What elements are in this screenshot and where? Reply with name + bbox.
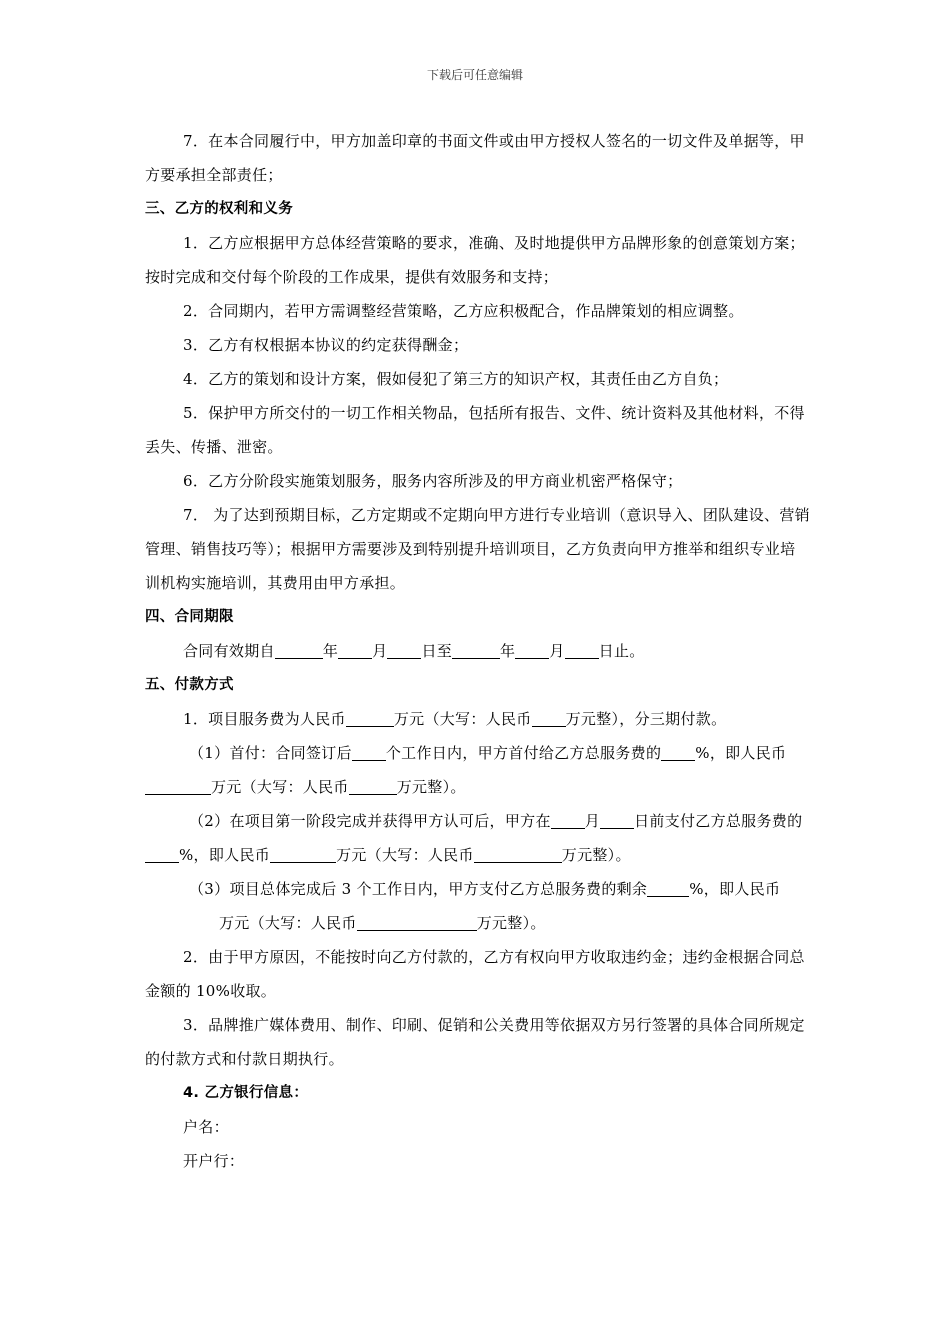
blank-field xyxy=(346,710,394,727)
blank-field xyxy=(338,642,372,659)
document-body xyxy=(145,124,810,1178)
clause-a7: 7．在本合同履行中，甲方加盖印章的书面文件或由甲方授权人签名的一切文件及单据等，甲方要承担全部责任； xyxy=(145,132,805,184)
pay-text: 万元整）。 xyxy=(476,914,546,932)
pay-text: 万元整）。 xyxy=(396,778,466,796)
blank-field xyxy=(647,880,689,897)
pay-text: （2）在项目第一阶段完成并获得甲方认可后，甲方在 xyxy=(189,812,551,830)
pay-text: 日前支付乙方总服务费的 xyxy=(634,812,803,830)
blank-field xyxy=(145,846,179,863)
page-header: 下载后可任意编辑 xyxy=(426,68,523,82)
pay-text: 万元（大写：人民币 xyxy=(219,914,357,932)
pay-text: 万元整）。 xyxy=(561,846,631,864)
payment-clause-3: 3．品牌推广媒体费用、制作、印刷、促销和公关费用等依据双方另行签署的具体合同所规定的付款方式和付款日期执行。 xyxy=(145,1016,805,1068)
term-text: 年 xyxy=(322,642,339,660)
bank-info-heading: 4. 乙方银行信息： xyxy=(183,1085,309,1101)
section-3-heading: 三、乙方的权利和义务 xyxy=(145,201,293,217)
term-text: 日止。 xyxy=(598,642,645,660)
blank-field xyxy=(349,778,397,795)
payment-clause-1 xyxy=(145,702,810,736)
blank-field xyxy=(452,642,500,659)
pay-text: 1．项目服务费为人民币 xyxy=(183,710,346,728)
section-4-heading: 四、合同期限 xyxy=(145,609,234,625)
blank-field xyxy=(357,914,477,931)
payment-clause-2: 2．由于甲方原因，不能按时向乙方付款的，乙方有权向甲方收取违约金；违约金根据合同总金额的 10%收取。 xyxy=(145,948,805,1000)
clause-b1: 1．乙方应根据甲方总体经营策略的要求，准确、及时地提供甲方品牌形象的创意策划方案；按时完成和交付每个阶段的工作成果，提供有效服务和支持； xyxy=(145,234,805,286)
blank-field xyxy=(551,812,585,829)
pay-text: 万元（大写：人民币 xyxy=(336,846,474,864)
term-text: 月 xyxy=(549,642,565,660)
blank-field xyxy=(565,642,599,659)
blank-field xyxy=(600,812,634,829)
bank-branch: 开户行： xyxy=(183,1152,245,1170)
payment-clause-1-1 xyxy=(145,736,810,804)
clause-b7: 7． 为了达到预期目标，乙方定期或不定期向甲方进行专业培训（意识导入、团队建设、营销管理、销售技巧等）；根据甲方需要涉及到特别提升培训项目，乙方负责向甲方推举和组织专业培训机构实施培训，其费用由甲方承担。 xyxy=(145,506,810,592)
clause-b5: 5．保护甲方所交付的一切工作相关物品，包括所有报告、文件、统计资料及其他材料，不得丢失、传播、泄密。 xyxy=(145,404,805,456)
payment-clause-1-2 xyxy=(145,804,810,872)
blank-field xyxy=(532,710,566,727)
term-text: 日至 xyxy=(421,642,453,660)
pay-text: %，即人民币 xyxy=(695,744,787,762)
section-5-heading: 五、付款方式 xyxy=(145,677,234,693)
clause-b2: 2．合同期内，若甲方需调整经营策略，乙方应积极配合，作品牌策划的相应调整。 xyxy=(183,302,744,320)
pay-text: 万元整），分三期付款。 xyxy=(565,710,727,728)
blank-field xyxy=(270,846,336,863)
blank-field xyxy=(474,846,562,863)
blank-field xyxy=(661,744,695,761)
term-text: 月 xyxy=(372,642,388,660)
pay-text: %，即人民币 xyxy=(179,846,271,864)
pay-text: （3）项目总体完成后 3 个工作日内，甲方支付乙方总服务费的剩余 xyxy=(189,880,648,898)
blank-field xyxy=(145,778,211,795)
bank-account-name: 户名： xyxy=(183,1118,229,1136)
clause-b3: 3．乙方有权根据本协议的约定获得酬金； xyxy=(183,336,469,354)
pay-text: 万元（大写：人民币 xyxy=(393,710,532,728)
pay-text: 月 xyxy=(584,812,601,830)
term-text: 合同有效期自 xyxy=(183,642,275,660)
blank-field xyxy=(275,642,323,659)
clause-b4: 4．乙方的策划和设计方案，假如侵犯了第三方的知识产权，其责任由乙方自负； xyxy=(183,370,729,388)
blank-field xyxy=(352,744,386,761)
blank-field xyxy=(387,642,421,659)
clause-b6: 6．乙方分阶段实施策划服务，服务内容所涉及的甲方商业机密严格保守； xyxy=(183,472,683,490)
payment-clause-1-3 xyxy=(145,872,810,940)
pay-text: （1）首付：合同签订后 xyxy=(189,744,352,762)
blank-field xyxy=(515,642,549,659)
contract-term xyxy=(145,634,810,668)
pay-text: %，即人民币 xyxy=(689,880,781,898)
pay-text: 万元（大写：人民币 xyxy=(211,778,349,796)
term-text: 年 xyxy=(500,642,516,660)
pay-text: 个工作日内，甲方首付给乙方总服务费的 xyxy=(385,744,662,762)
